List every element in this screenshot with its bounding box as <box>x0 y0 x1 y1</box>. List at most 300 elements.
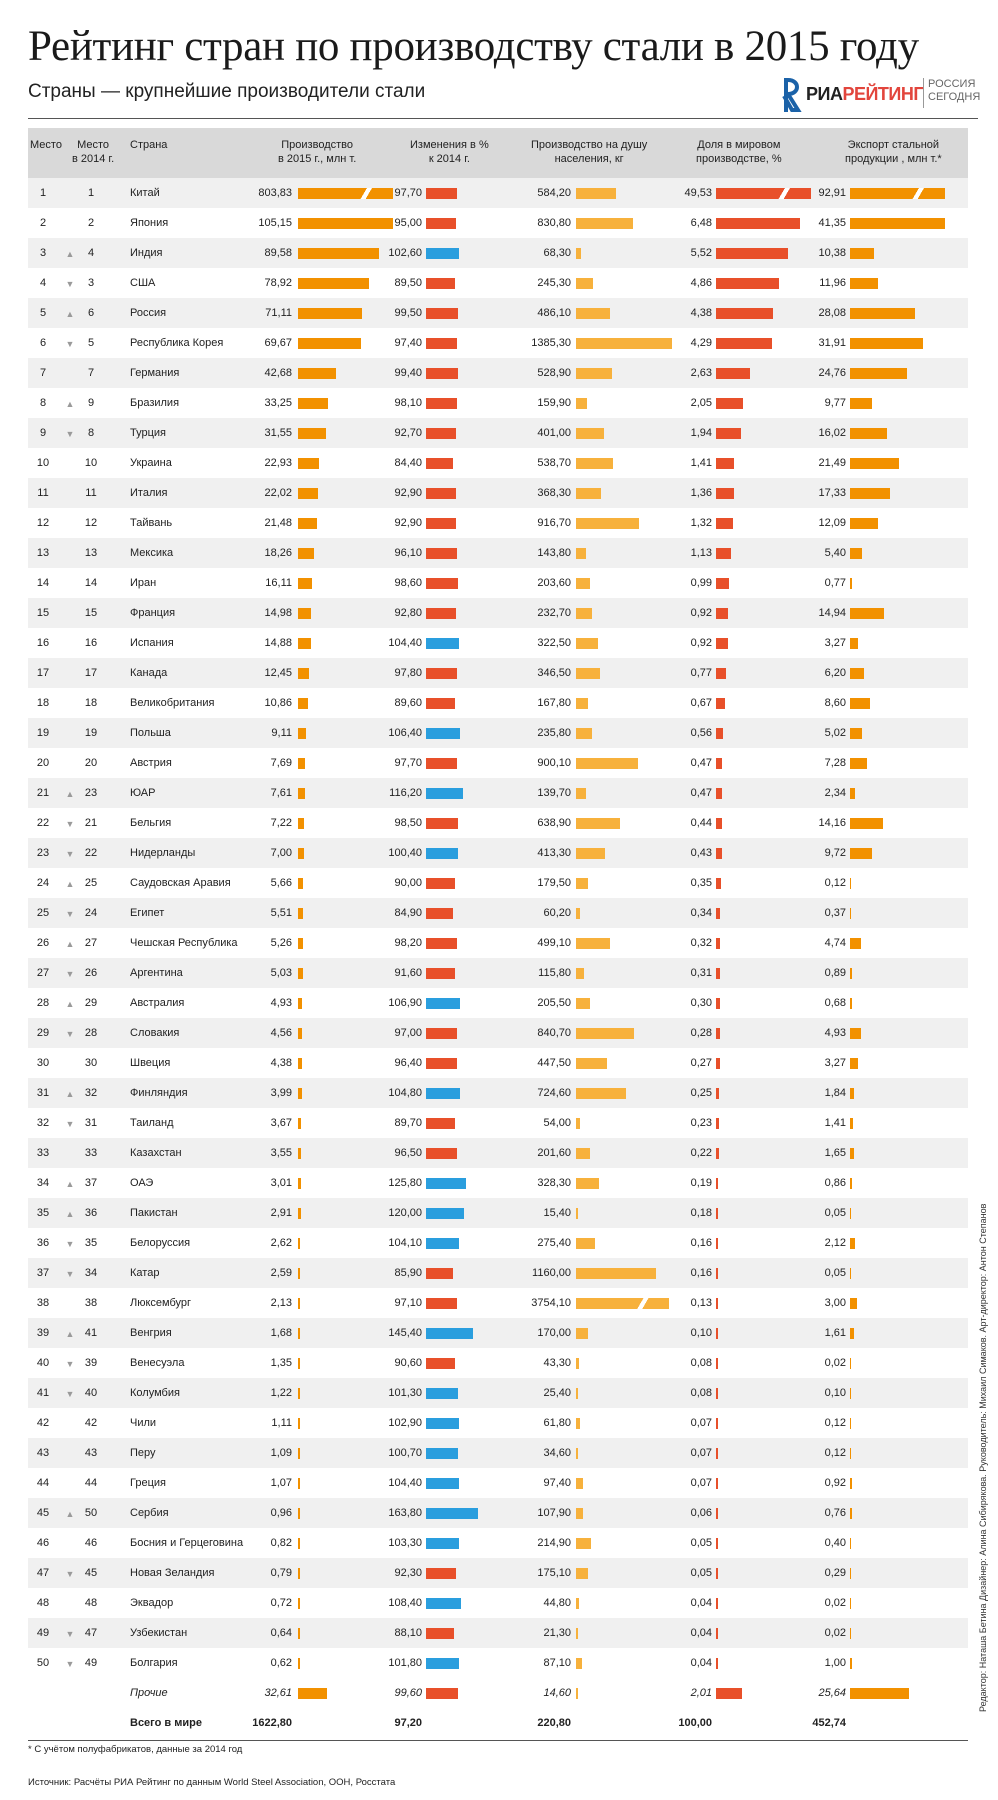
per-capita-value: 25,40 <box>543 1387 571 1399</box>
export-value: 2,12 <box>824 1237 846 1249</box>
country-name: Босния и Герцеговина <box>130 1537 244 1549</box>
rank-value: 31 <box>36 1087 50 1099</box>
production-bar <box>298 1358 300 1369</box>
share-value: 0,92 <box>690 637 712 649</box>
share-bar <box>716 1568 718 1579</box>
change-bar <box>426 1208 464 1219</box>
share-value: 1,36 <box>690 487 712 499</box>
export-value: 5,02 <box>824 727 846 739</box>
export-value: 11,96 <box>819 277 846 289</box>
change-bar <box>426 1658 459 1669</box>
country-name: Италия <box>130 487 168 499</box>
export-value: 3,27 <box>824 637 846 649</box>
change-bar <box>426 458 453 469</box>
export-bar <box>850 818 883 829</box>
production-value: 0,62 <box>270 1657 292 1669</box>
share-value: 1,32 <box>690 517 712 529</box>
production-value: 1,09 <box>270 1447 292 1459</box>
production-value: 803,83 <box>258 187 292 199</box>
country-name: Новая Зеландия <box>130 1567 215 1579</box>
change-value: 100,40 <box>388 847 422 859</box>
share-value: 0,67 <box>690 697 712 709</box>
export-value: 0,76 <box>824 1507 846 1519</box>
country-name: ОАЭ <box>130 1177 154 1189</box>
per-capita-bar <box>576 548 586 559</box>
per-capita-value: 232,70 <box>537 607 571 619</box>
share-bar <box>716 1658 718 1669</box>
export-bar <box>850 1208 851 1219</box>
rank-value: 12 <box>36 517 50 529</box>
country-name: Таиланд <box>130 1117 174 1129</box>
rank-down-icon: ▼ <box>65 1359 75 1369</box>
share-value: 0,18 <box>690 1207 712 1219</box>
share-value: 2,63 <box>690 367 712 379</box>
prev-rank-value: 42 <box>84 1417 98 1429</box>
production-bar <box>298 368 336 379</box>
share-value: 0,35 <box>690 877 712 889</box>
change-value: 89,50 <box>394 277 422 289</box>
export-value: 2,34 <box>824 787 846 799</box>
share-bar <box>716 518 733 529</box>
country-name: Финляндия <box>130 1087 188 1099</box>
country-name: Сербия <box>130 1507 169 1519</box>
country-name: Польша <box>130 727 171 739</box>
per-capita-bar <box>576 308 610 319</box>
rank-up-icon: ▲ <box>65 249 75 259</box>
production-bar <box>298 428 326 439</box>
rank-down-icon: ▼ <box>65 279 75 289</box>
change-value: 96,50 <box>394 1147 422 1159</box>
export-value: 6,20 <box>824 667 846 679</box>
rank-value: 30 <box>36 1057 50 1069</box>
table-row <box>28 988 968 1018</box>
share-value: 0,10 <box>690 1327 712 1339</box>
export-bar <box>850 338 923 349</box>
prev-rank-value: 45 <box>84 1567 98 1579</box>
change-value: 99,60 <box>394 1687 422 1699</box>
rank-up-icon: ▲ <box>65 1179 75 1189</box>
share-value: 0,22 <box>690 1147 712 1159</box>
table-row <box>28 1108 968 1138</box>
share-bar <box>716 398 743 409</box>
change-bar <box>426 1358 455 1369</box>
export-bar <box>850 848 872 859</box>
change-value: 99,50 <box>394 307 422 319</box>
rank-down-icon: ▼ <box>65 1269 75 1279</box>
share-bar <box>716 848 722 859</box>
rank-up-icon: ▲ <box>65 1329 75 1339</box>
change-value: 98,50 <box>394 817 422 829</box>
change-value: 106,90 <box>388 997 422 1009</box>
prev-rank-value: 26 <box>84 967 98 979</box>
change-bar <box>426 1238 459 1249</box>
export-bar <box>850 998 852 1009</box>
change-value: 108,40 <box>388 1597 422 1609</box>
production-bar <box>298 938 303 949</box>
per-capita-value: 115,80 <box>538 967 571 979</box>
share-bar <box>716 698 725 709</box>
export-value: 1,61 <box>824 1327 846 1339</box>
production-value: 31,55 <box>264 427 292 439</box>
country-name: Иран <box>130 577 157 589</box>
table-row <box>28 958 968 988</box>
rank-value: 28 <box>36 997 50 1009</box>
production-bar <box>298 998 302 1009</box>
production-bar <box>298 248 379 259</box>
per-capita-value: 107,90 <box>537 1507 571 1519</box>
share-value: 4,38 <box>690 307 712 319</box>
change-bar <box>426 1058 457 1069</box>
rank-value: 25 <box>36 907 50 919</box>
change-bar <box>426 1688 458 1699</box>
prev-rank-value: 22 <box>84 847 98 859</box>
table-row <box>28 238 968 268</box>
rank-down-icon: ▼ <box>65 1659 75 1669</box>
production-bar <box>298 1028 302 1039</box>
rank-value: 19 <box>36 727 50 739</box>
share-bar <box>716 938 720 949</box>
per-capita-value: 220,80 <box>537 1717 571 1729</box>
ria-rating-logo <box>778 74 981 114</box>
rank-down-icon: ▼ <box>65 429 75 439</box>
logo-text: РИАРЕЙТИНГ <box>806 84 924 104</box>
production-value: 1,11 <box>271 1417 292 1429</box>
per-capita-value: 201,60 <box>537 1147 571 1159</box>
table-row <box>28 208 968 238</box>
share-value: 0,07 <box>690 1447 712 1459</box>
per-capita-bar <box>576 1298 669 1309</box>
share-bar <box>716 998 720 1009</box>
prev-rank-value: 41 <box>84 1327 98 1339</box>
change-bar <box>426 1118 455 1129</box>
per-capita-bar <box>576 1358 579 1369</box>
share-bar <box>716 1388 718 1399</box>
per-capita-value: 159,90 <box>537 397 571 409</box>
production-bar <box>298 278 369 289</box>
share-value: 0,31 <box>690 967 712 979</box>
production-value: 16,11 <box>265 577 292 589</box>
rank-value: 13 <box>36 547 50 559</box>
production-value: 7,00 <box>270 847 292 859</box>
export-bar <box>850 1238 855 1249</box>
share-value: 1,13 <box>690 547 712 559</box>
per-capita-bar <box>576 338 672 349</box>
export-value: 9,77 <box>824 397 846 409</box>
col-header-prev: Место в 2014 г. <box>72 139 115 165</box>
share-bar <box>716 1418 718 1429</box>
table-row <box>28 1468 968 1498</box>
export-bar <box>850 1178 852 1189</box>
change-value: 104,40 <box>388 1477 422 1489</box>
share-bar <box>716 1538 718 1549</box>
table-row <box>28 868 968 898</box>
rank-value: 39 <box>36 1327 50 1339</box>
production-value: 10,86 <box>264 697 292 709</box>
country-name: ЮАР <box>130 787 156 799</box>
production-bar <box>298 1268 300 1279</box>
table-row <box>28 1348 968 1378</box>
country-name: Россия <box>130 307 167 319</box>
rank-value: 26 <box>36 937 50 949</box>
production-bar <box>298 1118 301 1129</box>
share-bar <box>716 1478 718 1489</box>
share-value: 0,07 <box>690 1417 712 1429</box>
prev-rank-value: 16 <box>84 637 98 649</box>
export-bar <box>850 368 907 379</box>
share-value: 0,27 <box>690 1057 712 1069</box>
change-bar <box>426 518 456 529</box>
change-bar <box>426 1088 460 1099</box>
change-value: 89,60 <box>394 697 422 709</box>
change-value: 97,70 <box>394 757 422 769</box>
production-bar <box>298 968 303 979</box>
production-value: 3,67 <box>270 1117 292 1129</box>
share-bar <box>716 548 731 559</box>
export-bar <box>850 1688 909 1699</box>
export-value: 28,08 <box>818 307 846 319</box>
country-name: Мексика <box>130 547 174 559</box>
prev-rank-value: 47 <box>84 1627 98 1639</box>
prev-rank-value: 25 <box>84 877 98 889</box>
export-bar <box>850 518 878 529</box>
country-name: Колумбия <box>130 1387 180 1399</box>
export-value: 0,92 <box>824 1477 846 1489</box>
change-value: 97,20 <box>394 1717 422 1729</box>
production-value: 3,55 <box>270 1147 292 1159</box>
col-header-export: Экспорт стальной продукции , млн т.* <box>845 139 942 165</box>
export-value: 14,16 <box>818 817 846 829</box>
per-capita-bar <box>576 698 588 709</box>
change-bar <box>426 1538 459 1549</box>
production-bar <box>298 1628 300 1639</box>
per-capita-value: 43,30 <box>543 1357 571 1369</box>
per-capita-bar <box>576 638 598 649</box>
change-bar <box>426 758 457 769</box>
per-capita-value: 830,80 <box>537 217 571 229</box>
share-value: 0,92 <box>690 607 712 619</box>
change-value: 90,60 <box>394 1357 422 1369</box>
per-capita-value: 54,00 <box>543 1117 571 1129</box>
export-value: 4,93 <box>824 1027 846 1039</box>
share-value: 0,43 <box>690 847 712 859</box>
table-row <box>28 1258 968 1288</box>
country-name: Словакия <box>130 1027 180 1039</box>
table-row <box>28 748 968 778</box>
change-value: 96,40 <box>394 1057 422 1069</box>
production-bar <box>298 908 303 919</box>
change-value: 85,90 <box>394 1267 422 1279</box>
production-bar <box>298 788 305 799</box>
prev-rank-value: 37 <box>84 1177 98 1189</box>
prev-rank-value: 12 <box>84 517 98 529</box>
prev-rank-value: 20 <box>84 757 98 769</box>
per-capita-bar <box>576 668 600 679</box>
production-bar <box>298 398 328 409</box>
production-bar <box>298 1238 300 1249</box>
table-row <box>28 418 968 448</box>
per-capita-bar <box>576 398 587 409</box>
export-value: 452,74 <box>812 1717 846 1729</box>
table-row <box>28 1138 968 1168</box>
rank-up-icon: ▲ <box>65 939 75 949</box>
rank-value: 50 <box>36 1657 50 1669</box>
change-value: 106,40 <box>388 727 422 739</box>
per-capita-value: 638,90 <box>537 817 571 829</box>
export-bar <box>850 1298 857 1309</box>
rank-up-icon: ▲ <box>65 1509 75 1519</box>
country-name: Великобритания <box>130 697 215 709</box>
change-value: 97,00 <box>394 1027 422 1039</box>
per-capita-bar <box>576 578 590 589</box>
export-bar <box>850 968 852 979</box>
table-row <box>28 1618 968 1648</box>
source-note: Источник: Расчёты РИА Рейтинг по данным World Steel Association, ООН, Росстата <box>28 1777 396 1788</box>
rank-value: 14 <box>36 577 50 589</box>
rank-value: 35 <box>36 1207 50 1219</box>
prev-rank-value: 9 <box>87 397 95 409</box>
production-bar <box>298 1178 301 1189</box>
share-bar <box>716 1058 720 1069</box>
production-bar <box>298 1688 327 1699</box>
table-row <box>28 688 968 718</box>
rank-value: 16 <box>36 637 50 649</box>
change-bar <box>426 1178 466 1189</box>
export-value: 0,77 <box>824 577 846 589</box>
per-capita-bar <box>576 758 638 769</box>
per-capita-value: 214,90 <box>537 1537 571 1549</box>
production-bar <box>298 758 305 769</box>
per-capita-bar <box>576 788 586 799</box>
production-bar <box>298 1058 302 1069</box>
change-bar <box>426 1328 473 1339</box>
table-row <box>28 1588 968 1618</box>
prev-rank-value: 21 <box>84 817 98 829</box>
rank-down-icon: ▼ <box>65 819 75 829</box>
change-bar <box>426 638 459 649</box>
production-bar <box>298 548 314 559</box>
share-value: 2,05 <box>690 397 712 409</box>
per-capita-value: 528,90 <box>537 367 571 379</box>
production-value: 0,64 <box>270 1627 292 1639</box>
country-name: Индия <box>130 247 163 259</box>
rank-value: 10 <box>36 457 50 469</box>
share-value: 0,44 <box>690 817 712 829</box>
share-value: 0,08 <box>690 1357 712 1369</box>
share-bar <box>716 1028 720 1039</box>
change-value: 101,30 <box>388 1387 422 1399</box>
prev-rank-value: 33 <box>84 1147 98 1159</box>
prev-rank-value: 30 <box>84 1057 98 1069</box>
table-row <box>28 1168 968 1198</box>
per-capita-value: 235,80 <box>537 727 571 739</box>
rank-up-icon: ▲ <box>65 879 75 889</box>
prev-rank-value: 4 <box>87 247 95 259</box>
share-value: 0,56 <box>690 727 712 739</box>
rank-value: 18 <box>36 697 50 709</box>
per-capita-bar <box>576 608 592 619</box>
export-value: 24,76 <box>818 367 846 379</box>
country-name: Катар <box>130 1267 160 1279</box>
per-capita-value: 916,70 <box>537 517 571 529</box>
share-value: 4,29 <box>690 337 712 349</box>
country-name: Нидерланды <box>130 847 196 859</box>
production-value: 7,22 <box>270 817 292 829</box>
share-bar <box>716 1178 718 1189</box>
export-bar <box>850 1418 851 1429</box>
per-capita-value: 275,40 <box>537 1237 571 1249</box>
export-value: 1,00 <box>824 1657 846 1669</box>
export-bar <box>850 728 862 739</box>
prev-rank-value: 36 <box>84 1207 98 1219</box>
change-bar <box>426 878 455 889</box>
production-value: 12,45 <box>264 667 292 679</box>
share-bar <box>716 368 750 379</box>
per-capita-bar <box>576 818 620 829</box>
production-value: 4,93 <box>270 997 292 1009</box>
share-value: 100,00 <box>678 1717 712 1729</box>
export-value: 0,10 <box>824 1387 846 1399</box>
share-bar <box>716 308 773 319</box>
rank-value: 47 <box>36 1567 50 1579</box>
change-bar <box>426 998 460 1009</box>
table-row <box>28 508 968 538</box>
change-value: 90,00 <box>394 877 422 889</box>
per-capita-value: 68,30 <box>543 247 571 259</box>
rank-value: 11 <box>37 487 49 499</box>
per-capita-value: 175,10 <box>537 1567 571 1579</box>
rank-value: 1 <box>39 187 47 199</box>
export-bar <box>850 1598 851 1609</box>
production-value: 2,13 <box>270 1297 292 1309</box>
per-capita-bar <box>576 1268 656 1279</box>
export-bar <box>850 278 878 289</box>
share-value: 0,05 <box>690 1567 712 1579</box>
logo-divider <box>923 78 924 108</box>
share-value: 49,53 <box>684 187 712 199</box>
change-value: 97,10 <box>394 1297 422 1309</box>
export-bar <box>850 1478 852 1489</box>
change-bar <box>426 1298 457 1309</box>
prev-rank-value: 13 <box>84 547 98 559</box>
table-row <box>28 1498 968 1528</box>
change-value: 116,20 <box>389 787 422 799</box>
prev-rank-value: 46 <box>84 1537 98 1549</box>
change-value: 99,40 <box>394 367 422 379</box>
prev-rank-value: 15 <box>84 607 98 619</box>
prev-rank-value: 3 <box>87 277 95 289</box>
table-row <box>28 358 968 388</box>
export-value: 14,94 <box>818 607 846 619</box>
table-row <box>28 838 968 868</box>
change-value: 104,10 <box>388 1237 422 1249</box>
share-value: 1,94 <box>690 427 712 439</box>
change-bar <box>426 338 457 349</box>
table-row <box>28 1228 968 1258</box>
share-value: 4,86 <box>690 277 712 289</box>
production-value: 22,93 <box>264 457 292 469</box>
per-capita-bar <box>576 1088 626 1099</box>
col-header-change: Изменения в % к 2014 г. <box>410 139 489 165</box>
export-bar <box>850 1388 851 1399</box>
rank-down-icon: ▼ <box>65 1389 75 1399</box>
change-bar <box>426 668 457 679</box>
change-bar <box>426 1268 453 1279</box>
production-bar <box>298 458 319 469</box>
table-row <box>28 1078 968 1108</box>
production-value: 78,92 <box>264 277 292 289</box>
export-value: 17,33 <box>818 487 846 499</box>
production-value: 4,38 <box>270 1057 292 1069</box>
